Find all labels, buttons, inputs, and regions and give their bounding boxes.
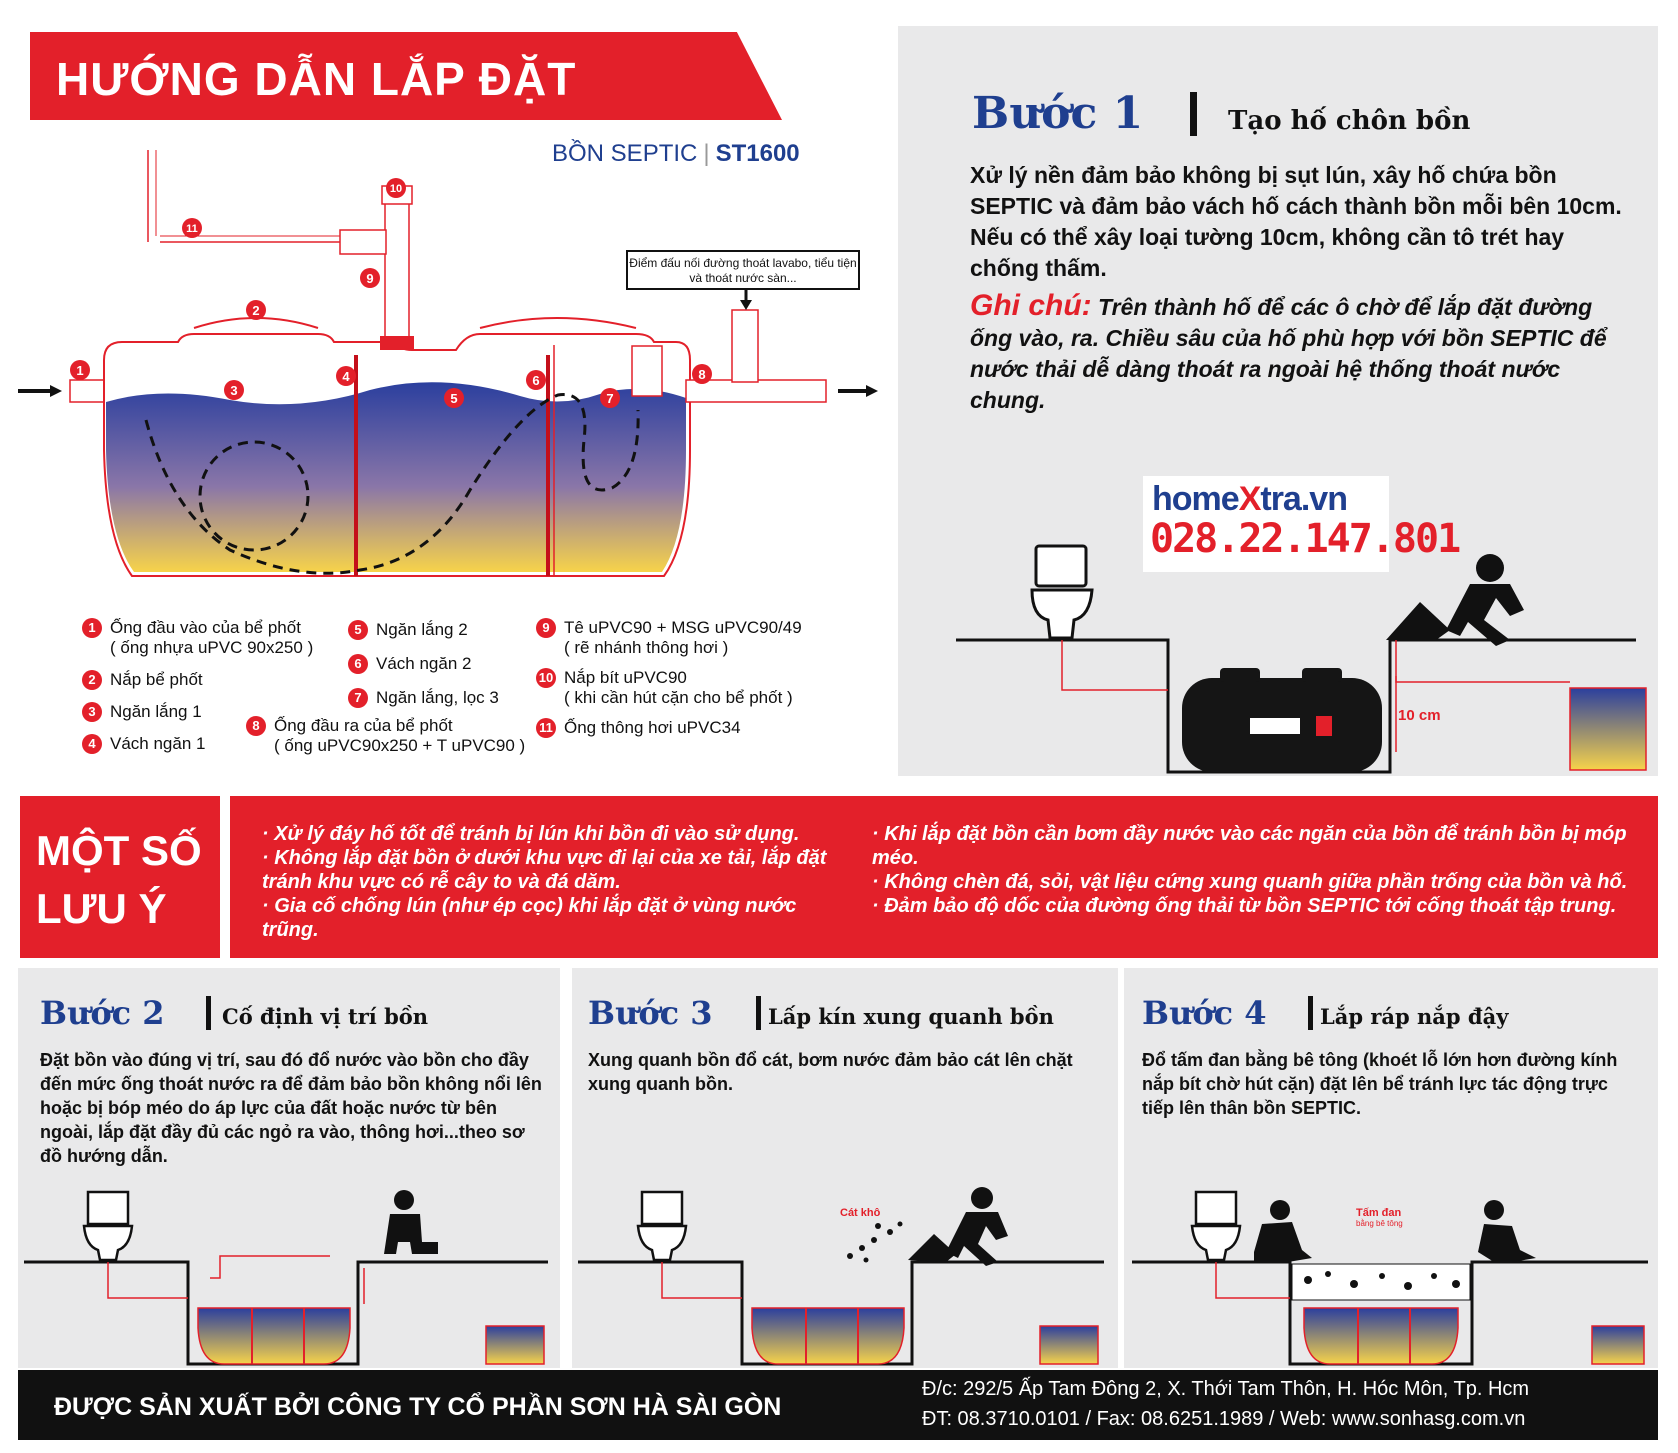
- notes-col-1: [262, 822, 842, 942]
- legend-number: 3: [82, 702, 102, 722]
- legend-sub: ( ống nhựa uPVC 90x250 ): [110, 638, 314, 657]
- legend-item: [348, 654, 538, 674]
- worker-kneeling-icon: [384, 1190, 438, 1254]
- legend-number: 10: [536, 668, 556, 688]
- legend-item: [536, 618, 836, 658]
- note-label: Ghi chú:: [970, 289, 1092, 322]
- note-text: Trên thành hố để các ô chờ để lắp đặt đường ống vào, ra. Chiều sâu của hố phù hợp với bồn SEPTIC để nước thải dễ dàng thoát ra ngoài hệ thống thoát nước chung.: [970, 294, 1607, 413]
- svg-text:8: 8: [698, 367, 706, 382]
- legend-number: 5: [348, 620, 368, 640]
- worker-kneeling-icon: [1478, 1200, 1536, 1262]
- svg-text:10: 10: [389, 183, 403, 195]
- note-item: · Xử lý đáy hố tốt để tránh bị lún khi bồn đi vào sử dụng.: [262, 823, 800, 845]
- legend-item: [348, 688, 538, 708]
- svg-text:7: 7: [606, 391, 614, 406]
- step3-subtitle: Lấp kín xung quanh bồn: [768, 1004, 1054, 1029]
- step4-subtitle: Lắp ráp nắp đậy: [1320, 1004, 1509, 1029]
- legend-number: 8: [246, 716, 266, 736]
- legend-number: 4: [82, 734, 102, 754]
- toilet-icon: [1192, 1192, 1240, 1260]
- divider-bar: [1190, 92, 1197, 136]
- footer-contact: ĐT: 08.3710.0101 / Fax: 08.6251.1989 / Web: www.sonhasg.com.vn: [922, 1408, 1526, 1430]
- step2-title: Bước 2: [40, 994, 165, 1032]
- step1-subtitle: Tạo hố chôn bồn: [1228, 106, 1471, 136]
- legend-item: [82, 618, 342, 658]
- brand-logo: homeXtra.vn: [1152, 480, 1347, 518]
- legend-number: 6: [348, 654, 368, 674]
- sand-label: Cát khô: [840, 1207, 881, 1219]
- step4-scene: [1132, 1180, 1652, 1366]
- legend-label: Ngăn lắng 2: [376, 620, 468, 639]
- divider-bar: [206, 996, 211, 1030]
- brand-phone: 028.22.147.801: [1150, 516, 1460, 562]
- product-name: BỒN SEPTIC | ST1600: [552, 140, 800, 167]
- legend-label: Tê uPVC90 + MSG uPVC90/49: [564, 618, 802, 637]
- legend-label: Vách ngăn 2: [376, 654, 472, 673]
- legend-label: Ngăn lắng, lọc 3: [376, 688, 499, 707]
- worker-shoveling-icon: [908, 1187, 1008, 1266]
- legend-item: [536, 718, 836, 738]
- svg-text:4: 4: [342, 369, 350, 384]
- note-item: · Không lắp đặt bồn ở dưới khu vực đi lại của xe tải, lắp đặt tránh khu vực có rễ cây to và đá dăm.: [262, 847, 827, 893]
- step1-body: Xử lý nền đảm bảo không bị sụt lún, xây hố chứa bồn SEPTIC và đảm bảo vách hố cách thành bồn mỗi bên 10cm. Nếu có thể xây loại tường 10cm, không cần tô trét hay chống thấm.: [970, 162, 1622, 281]
- worker-kneeling-icon: [1254, 1200, 1312, 1262]
- tee-fitting: [340, 230, 386, 254]
- vent-riser: [385, 200, 409, 340]
- septic-tank-icon: [1182, 668, 1382, 772]
- tank-water: [106, 382, 686, 572]
- legend-col-3: [536, 618, 836, 738]
- step2-scene: [24, 1188, 554, 1366]
- footer-address: Đ/c: 292/5 Ấp Tam Đông 2, X. Thới Tam Thôn, H. Hóc Môn, Tp. Hcm: [922, 1378, 1530, 1400]
- step1-title: Bước 1: [972, 88, 1144, 139]
- legend-label: Ống đầu vào của bể phốt: [110, 618, 301, 637]
- tank-water: [752, 1308, 904, 1364]
- legend-number: 11: [536, 718, 556, 738]
- legend-label: Vách ngăn 1: [110, 734, 206, 753]
- legend-number: 1: [82, 618, 102, 638]
- step3-body: Xung quanh bồn đổ cát, bơm nước đảm bảo cát lên chặt xung quanh bồn.: [588, 1050, 1073, 1094]
- svg-text:5: 5: [450, 391, 458, 406]
- legend-label: Ống đầu ra của bể phốt: [274, 716, 453, 735]
- divider-bar: [1308, 996, 1313, 1030]
- slab-sub: bằng bê tông: [1356, 1219, 1403, 1228]
- svg-text:1: 1: [76, 363, 84, 378]
- lid-right: [480, 318, 636, 328]
- note-item: · Khi lắp đặt bồn cần bơm đầy nước vào các ngăn của bồn để tránh bồn bị móp méo.: [872, 823, 1627, 869]
- drain-basin: [486, 1326, 544, 1364]
- outlet-pipe: [686, 380, 826, 402]
- slab-label: Tấm đan: [1356, 1207, 1402, 1219]
- legend-item: [536, 668, 836, 708]
- legend-item: [348, 620, 538, 640]
- notes-title: MỘT SỐ LƯU Ý: [36, 827, 202, 932]
- legend-label: Ngăn lắng 1: [110, 702, 202, 721]
- tank-water: [198, 1308, 350, 1364]
- concrete-slab: [1292, 1264, 1470, 1300]
- legend-label: Nắp bể phốt: [110, 670, 203, 689]
- gap-label: 10 cm: [1398, 707, 1441, 724]
- page-title: HƯỚNG DẪN LẮP ĐẶT: [56, 53, 577, 105]
- sand-particles: [847, 1222, 903, 1263]
- legend-sub: ( rẽ nhánh thông hơi ): [564, 638, 729, 657]
- tank-water: [1304, 1308, 1458, 1364]
- step3-scene: [578, 1180, 1114, 1366]
- svg-text:11: 11: [186, 223, 198, 235]
- step2-body: Đặt bồn vào đúng vị trí, sau đó đổ nước vào bồn cho đầy đến mức ống thoát nước ra để đảm bảo bồn không nổi lên hoặc bị bóp méo do áp lực của đất hoặc nước từ bên ngoài, lắp đặt đầy đủ các ngỏ ra vào, thông hơi...theo sơ đồ hướng dẫn.: [40, 1050, 542, 1166]
- drain-basin: [1570, 688, 1646, 770]
- legend-number: 9: [536, 618, 556, 638]
- step2-subtitle: Cố định vị trí bồn: [222, 1004, 429, 1029]
- legend-col-2b: [246, 716, 546, 756]
- note-item: · Gia cố chống lún (như ép cọc) khi lắp đặt ở vùng nước trũng.: [262, 895, 797, 941]
- svg-text:9: 9: [366, 271, 374, 286]
- legend-number: 2: [82, 670, 102, 690]
- step1-scene: [950, 540, 1650, 776]
- legend-label: Ống thông hơi uPVC34: [564, 718, 741, 737]
- legend-item: [246, 716, 546, 756]
- divider-bar: [756, 996, 761, 1030]
- toilet-icon: [638, 1192, 686, 1260]
- svg-text:2: 2: [252, 303, 260, 318]
- toilet-icon: [84, 1192, 132, 1260]
- legend-number: 7: [348, 688, 368, 708]
- legend-sub: ( khi cần hút cặn cho bể phốt ): [564, 688, 793, 707]
- note-item: · Không chèn đá, sỏi, vật liệu cứng xung quanh giữa phần trống của bồn và hố.: [872, 871, 1628, 893]
- worker-digging-icon: [1386, 554, 1524, 646]
- step1-note: [970, 290, 1630, 416]
- toilet-icon: [1032, 546, 1092, 638]
- connection-callout: Điểm đấu nối đường thoát lavabo, tiểu tiện và thoát nước sàn...: [626, 250, 860, 290]
- svg-text:6: 6: [532, 373, 540, 388]
- step4-body: Đổ tấm đan bằng bê tông (khoét lỗ lớn hơn đường kính nắp bít chờ hút cặn) đặt lên bể tránh lực tác động trực tiếp lên thân bồn SEPTIC.: [1142, 1050, 1618, 1118]
- legend-sub: ( ống uPVC90x250 + T uPVC90 ): [274, 736, 526, 755]
- product-model: ST1600: [715, 140, 800, 167]
- product-prefix: BỒN SEPTIC: [552, 140, 698, 167]
- note-item: · Đảm bảo độ dốc của đường ống thải từ bồn SEPTIC tới cống thoát tập trung.: [872, 895, 1617, 917]
- legend-item: [82, 670, 342, 690]
- drain-basin: [1592, 1326, 1644, 1364]
- step4-title: Bước 4: [1142, 994, 1267, 1032]
- step3-title: Bước 3: [588, 994, 713, 1032]
- svg-text:3: 3: [230, 383, 238, 398]
- footer-maker: ĐƯỢC SẢN XUẤT BỞI CÔNG TY CỔ PHẦN SƠN HÀ SÀI GÒN: [54, 1393, 782, 1421]
- notes-col-2: [872, 822, 1642, 918]
- legend-col-2: [348, 620, 538, 708]
- legend-label: Nắp bít uPVC90: [564, 668, 687, 687]
- tank-diagram: [0, 150, 890, 600]
- drain-basin: [1040, 1326, 1098, 1364]
